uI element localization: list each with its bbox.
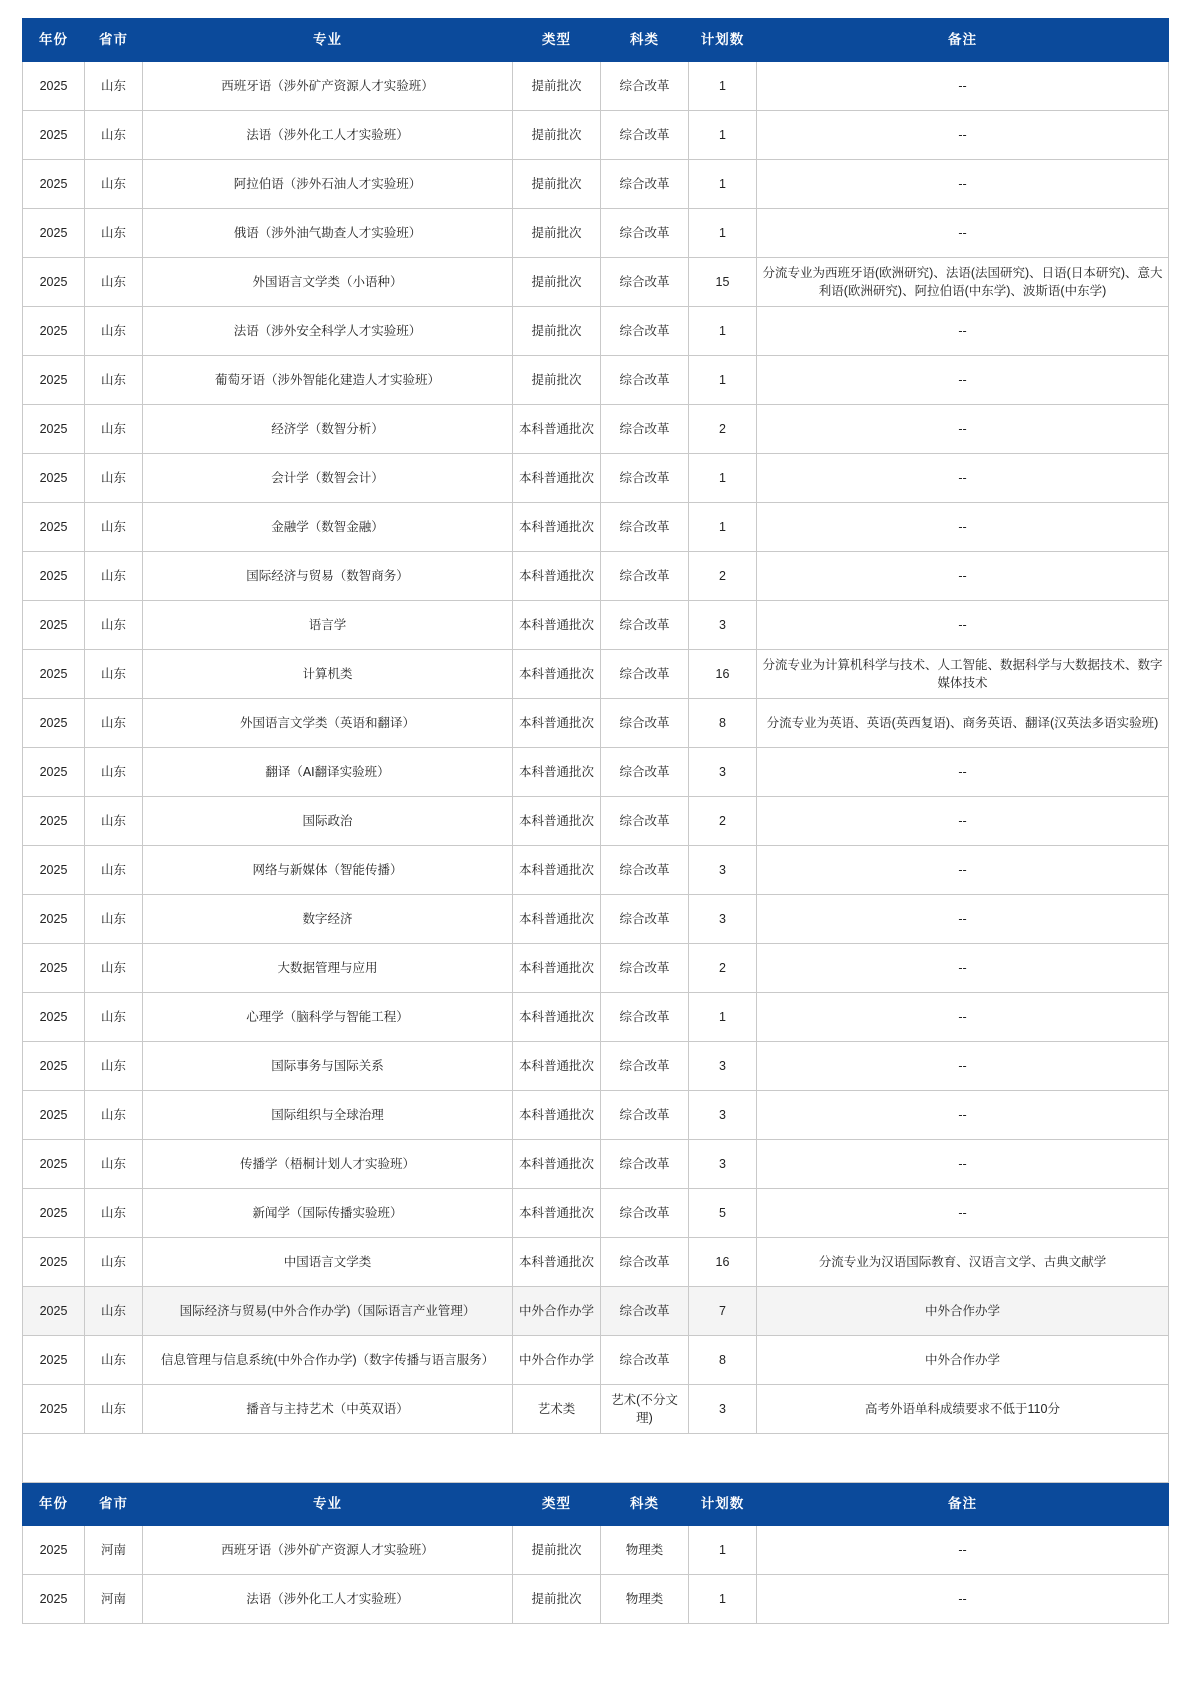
cell-type: 本科普通批次 [513, 503, 601, 552]
cell-province: 山东 [85, 1238, 143, 1287]
cell-major: 俄语（涉外油气勘查人才实验班） [143, 209, 513, 258]
column-header-type: 类型 [513, 1483, 601, 1526]
cell-subject: 综合改革 [601, 209, 689, 258]
cell-province: 山东 [85, 209, 143, 258]
cell-type: 本科普通批次 [513, 454, 601, 503]
cell-year: 2025 [23, 699, 85, 748]
cell-subject: 综合改革 [601, 846, 689, 895]
cell-province: 山东 [85, 1336, 143, 1385]
cell-type: 提前批次 [513, 356, 601, 405]
table-spacer-cell [23, 1434, 1169, 1483]
cell-type: 提前批次 [513, 209, 601, 258]
cell-type: 提前批次 [513, 258, 601, 307]
cell-note: -- [757, 552, 1169, 601]
table-row [23, 209, 1169, 258]
admission-plan-table [22, 18, 1169, 1624]
cell-major: 会计学（数智会计） [143, 454, 513, 503]
cell-major: 西班牙语（涉外矿产资源人才实验班） [143, 1526, 513, 1575]
cell-plan_count: 1 [689, 62, 757, 111]
cell-province: 山东 [85, 748, 143, 797]
table-row [23, 601, 1169, 650]
table-row [23, 1575, 1169, 1624]
cell-province: 山东 [85, 1287, 143, 1336]
cell-major: 外国语言文学类（英语和翻译） [143, 699, 513, 748]
cell-type: 本科普通批次 [513, 797, 601, 846]
cell-type: 提前批次 [513, 1526, 601, 1575]
cell-note: -- [757, 405, 1169, 454]
cell-note: 分流专业为英语、英语(英西复语)、商务英语、翻译(汉英法多语实验班) [757, 699, 1169, 748]
cell-type: 中外合作办学 [513, 1336, 601, 1385]
cell-province: 山东 [85, 993, 143, 1042]
cell-province: 山东 [85, 454, 143, 503]
cell-year: 2025 [23, 62, 85, 111]
cell-year: 2025 [23, 1189, 85, 1238]
cell-major: 经济学（数智分析） [143, 405, 513, 454]
cell-major: 国际组织与全球治理 [143, 1091, 513, 1140]
table-row [23, 1526, 1169, 1575]
cell-note: -- [757, 1042, 1169, 1091]
cell-type: 本科普通批次 [513, 895, 601, 944]
table-row [23, 993, 1169, 1042]
cell-note: -- [757, 1091, 1169, 1140]
table-header-row [23, 19, 1169, 62]
column-header-year: 年份 [23, 19, 85, 62]
cell-subject: 综合改革 [601, 160, 689, 209]
table-row [23, 797, 1169, 846]
cell-major: 网络与新媒体（智能传播） [143, 846, 513, 895]
cell-province: 山东 [85, 699, 143, 748]
cell-subject: 综合改革 [601, 454, 689, 503]
cell-subject: 综合改革 [601, 1189, 689, 1238]
cell-province: 山东 [85, 160, 143, 209]
cell-plan_count: 1 [689, 356, 757, 405]
cell-type: 本科普通批次 [513, 699, 601, 748]
cell-province: 山东 [85, 1140, 143, 1189]
cell-note: -- [757, 1140, 1169, 1189]
cell-major: 金融学（数智金融） [143, 503, 513, 552]
cell-year: 2025 [23, 111, 85, 160]
cell-note: -- [757, 1575, 1169, 1624]
cell-note: -- [757, 307, 1169, 356]
cell-type: 本科普通批次 [513, 993, 601, 1042]
cell-plan_count: 3 [689, 1385, 757, 1434]
cell-plan_count: 1 [689, 454, 757, 503]
cell-subject: 综合改革 [601, 748, 689, 797]
cell-subject: 综合改革 [601, 650, 689, 699]
column-header-type: 类型 [513, 19, 601, 62]
cell-major: 翻译（AI翻译实验班） [143, 748, 513, 797]
cell-type: 本科普通批次 [513, 1238, 601, 1287]
cell-plan_count: 3 [689, 748, 757, 797]
table-row [23, 1140, 1169, 1189]
table-row [23, 503, 1169, 552]
cell-year: 2025 [23, 552, 85, 601]
cell-province: 山东 [85, 307, 143, 356]
cell-subject: 综合改革 [601, 258, 689, 307]
column-header-major: 专业 [143, 1483, 513, 1526]
cell-type: 提前批次 [513, 111, 601, 160]
table-header-row [23, 1483, 1169, 1526]
cell-major: 大数据管理与应用 [143, 944, 513, 993]
column-header-plan_count: 计划数 [689, 19, 757, 62]
cell-plan_count: 1 [689, 993, 757, 1042]
cell-year: 2025 [23, 797, 85, 846]
cell-type: 本科普通批次 [513, 405, 601, 454]
cell-type: 本科普通批次 [513, 944, 601, 993]
cell-province: 山东 [85, 552, 143, 601]
cell-subject: 综合改革 [601, 993, 689, 1042]
cell-major: 西班牙语（涉外矿产资源人才实验班） [143, 62, 513, 111]
cell-major: 信息管理与信息系统(中外合作办学)（数字传播与语言服务） [143, 1336, 513, 1385]
cell-major: 传播学（梧桐计划人才实验班） [143, 1140, 513, 1189]
cell-note: -- [757, 503, 1169, 552]
cell-plan_count: 16 [689, 650, 757, 699]
cell-province: 山东 [85, 601, 143, 650]
cell-year: 2025 [23, 650, 85, 699]
cell-note: -- [757, 601, 1169, 650]
cell-note: 中外合作办学 [757, 1336, 1169, 1385]
cell-note: -- [757, 1189, 1169, 1238]
cell-province: 山东 [85, 111, 143, 160]
table-row [23, 895, 1169, 944]
cell-major: 心理学（脑科学与智能工程） [143, 993, 513, 1042]
cell-type: 本科普通批次 [513, 1091, 601, 1140]
column-header-subject: 科类 [601, 1483, 689, 1526]
cell-note: -- [757, 62, 1169, 111]
cell-type: 中外合作办学 [513, 1287, 601, 1336]
cell-subject: 综合改革 [601, 699, 689, 748]
cell-subject: 综合改革 [601, 111, 689, 160]
cell-major: 计算机类 [143, 650, 513, 699]
table-row [23, 1385, 1169, 1434]
cell-subject: 物理类 [601, 1526, 689, 1575]
cell-year: 2025 [23, 895, 85, 944]
cell-major: 外国语言文学类（小语种） [143, 258, 513, 307]
cell-major: 播音与主持艺术（中英双语） [143, 1385, 513, 1434]
cell-year: 2025 [23, 748, 85, 797]
cell-major: 国际事务与国际关系 [143, 1042, 513, 1091]
cell-subject: 综合改革 [601, 895, 689, 944]
cell-subject: 综合改革 [601, 1238, 689, 1287]
cell-plan_count: 7 [689, 1287, 757, 1336]
cell-province: 山东 [85, 1385, 143, 1434]
cell-note: -- [757, 111, 1169, 160]
table-row [23, 62, 1169, 111]
cell-note: -- [757, 209, 1169, 258]
cell-subject: 综合改革 [601, 503, 689, 552]
cell-province: 山东 [85, 1091, 143, 1140]
cell-major: 法语（涉外安全科学人才实验班） [143, 307, 513, 356]
table-row [23, 552, 1169, 601]
cell-note: 高考外语单科成绩要求不低于110分 [757, 1385, 1169, 1434]
cell-year: 2025 [23, 993, 85, 1042]
cell-plan_count: 2 [689, 944, 757, 993]
cell-plan_count: 1 [689, 111, 757, 160]
table-row [23, 699, 1169, 748]
cell-plan_count: 3 [689, 846, 757, 895]
cell-major: 中国语言文学类 [143, 1238, 513, 1287]
cell-year: 2025 [23, 405, 85, 454]
table-row [23, 307, 1169, 356]
cell-major: 语言学 [143, 601, 513, 650]
table-row [23, 650, 1169, 699]
cell-province: 山东 [85, 944, 143, 993]
cell-year: 2025 [23, 307, 85, 356]
table-row [23, 748, 1169, 797]
cell-plan_count: 8 [689, 699, 757, 748]
column-header-year: 年份 [23, 1483, 85, 1526]
cell-province: 河南 [85, 1526, 143, 1575]
cell-subject: 综合改革 [601, 601, 689, 650]
cell-type: 本科普通批次 [513, 650, 601, 699]
cell-type: 本科普通批次 [513, 1140, 601, 1189]
cell-subject: 综合改革 [601, 1091, 689, 1140]
table-row [23, 1336, 1169, 1385]
cell-plan_count: 1 [689, 503, 757, 552]
cell-year: 2025 [23, 1575, 85, 1624]
cell-plan_count: 5 [689, 1189, 757, 1238]
cell-plan_count: 2 [689, 797, 757, 846]
cell-type: 本科普通批次 [513, 601, 601, 650]
cell-note: -- [757, 160, 1169, 209]
cell-subject: 综合改革 [601, 552, 689, 601]
column-header-note: 备注 [757, 1483, 1169, 1526]
cell-note: -- [757, 454, 1169, 503]
cell-plan_count: 3 [689, 895, 757, 944]
cell-year: 2025 [23, 944, 85, 993]
cell-year: 2025 [23, 454, 85, 503]
cell-note: 中外合作办学 [757, 1287, 1169, 1336]
cell-year: 2025 [23, 1385, 85, 1434]
cell-year: 2025 [23, 1238, 85, 1287]
table-spacer [23, 1434, 1169, 1483]
cell-note: 分流专业为计算机科学与技术、人工智能、数据科学与大数据技术、数字媒体技术 [757, 650, 1169, 699]
cell-note: 分流专业为汉语国际教育、汉语言文学、古典文献学 [757, 1238, 1169, 1287]
cell-year: 2025 [23, 1042, 85, 1091]
cell-plan_count: 1 [689, 1575, 757, 1624]
table-row [23, 111, 1169, 160]
table-row [23, 1042, 1169, 1091]
cell-note: 分流专业为西班牙语(欧洲研究)、法语(法国研究)、日语(日本研究)、意大利语(欧洲研究)、阿拉伯语(中东学)、波斯语(中东学) [757, 258, 1169, 307]
cell-note: -- [757, 993, 1169, 1042]
cell-province: 山东 [85, 62, 143, 111]
cell-plan_count: 1 [689, 209, 757, 258]
cell-major: 国际经济与贸易（数智商务） [143, 552, 513, 601]
cell-subject: 综合改革 [601, 1140, 689, 1189]
table-row [23, 1287, 1169, 1336]
cell-subject: 综合改革 [601, 405, 689, 454]
cell-major: 法语（涉外化工人才实验班） [143, 1575, 513, 1624]
cell-subject: 综合改革 [601, 356, 689, 405]
cell-year: 2025 [23, 1091, 85, 1140]
table-row [23, 160, 1169, 209]
cell-province: 山东 [85, 503, 143, 552]
cell-year: 2025 [23, 503, 85, 552]
table-row [23, 356, 1169, 405]
column-header-province: 省市 [85, 1483, 143, 1526]
column-header-plan_count: 计划数 [689, 1483, 757, 1526]
cell-province: 山东 [85, 405, 143, 454]
cell-note: -- [757, 846, 1169, 895]
cell-type: 提前批次 [513, 307, 601, 356]
cell-plan_count: 2 [689, 405, 757, 454]
cell-type: 本科普通批次 [513, 748, 601, 797]
cell-major: 阿拉伯语（涉外石油人才实验班） [143, 160, 513, 209]
cell-year: 2025 [23, 846, 85, 895]
table-row [23, 258, 1169, 307]
cell-type: 本科普通批次 [513, 846, 601, 895]
cell-year: 2025 [23, 1336, 85, 1385]
cell-subject: 综合改革 [601, 1042, 689, 1091]
cell-type: 本科普通批次 [513, 1189, 601, 1238]
cell-subject: 艺术(不分文理) [601, 1385, 689, 1434]
cell-year: 2025 [23, 1287, 85, 1336]
cell-province: 山东 [85, 650, 143, 699]
cell-plan_count: 3 [689, 601, 757, 650]
cell-note: -- [757, 748, 1169, 797]
cell-type: 提前批次 [513, 1575, 601, 1624]
cell-plan_count: 16 [689, 1238, 757, 1287]
cell-note: -- [757, 944, 1169, 993]
cell-major: 国际政治 [143, 797, 513, 846]
cell-year: 2025 [23, 160, 85, 209]
cell-note: -- [757, 1526, 1169, 1575]
cell-note: -- [757, 797, 1169, 846]
table-row [23, 1238, 1169, 1287]
cell-province: 山东 [85, 846, 143, 895]
table-row [23, 846, 1169, 895]
cell-major: 数字经济 [143, 895, 513, 944]
cell-type: 艺术类 [513, 1385, 601, 1434]
cell-plan_count: 1 [689, 307, 757, 356]
column-header-major: 专业 [143, 19, 513, 62]
cell-subject: 物理类 [601, 1575, 689, 1624]
cell-plan_count: 3 [689, 1140, 757, 1189]
cell-plan_count: 1 [689, 1526, 757, 1575]
cell-type: 本科普通批次 [513, 552, 601, 601]
cell-province: 山东 [85, 1042, 143, 1091]
cell-type: 提前批次 [513, 160, 601, 209]
table-row [23, 405, 1169, 454]
cell-subject: 综合改革 [601, 1287, 689, 1336]
cell-province: 山东 [85, 258, 143, 307]
cell-type: 提前批次 [513, 62, 601, 111]
table-row [23, 1091, 1169, 1140]
cell-subject: 综合改革 [601, 307, 689, 356]
cell-major: 国际经济与贸易(中外合作办学)（国际语言产业管理） [143, 1287, 513, 1336]
cell-plan_count: 8 [689, 1336, 757, 1385]
cell-subject: 综合改革 [601, 797, 689, 846]
column-header-subject: 科类 [601, 19, 689, 62]
cell-subject: 综合改革 [601, 1336, 689, 1385]
cell-year: 2025 [23, 601, 85, 650]
cell-subject: 综合改革 [601, 62, 689, 111]
cell-year: 2025 [23, 1526, 85, 1575]
cell-year: 2025 [23, 258, 85, 307]
cell-major: 葡萄牙语（涉外智能化建造人才实验班） [143, 356, 513, 405]
cell-year: 2025 [23, 209, 85, 258]
cell-plan_count: 1 [689, 160, 757, 209]
cell-plan_count: 3 [689, 1042, 757, 1091]
cell-note: -- [757, 356, 1169, 405]
cell-province: 山东 [85, 356, 143, 405]
column-header-note: 备注 [757, 19, 1169, 62]
table-row [23, 454, 1169, 503]
cell-year: 2025 [23, 1140, 85, 1189]
cell-major: 法语（涉外化工人才实验班） [143, 111, 513, 160]
cell-plan_count: 15 [689, 258, 757, 307]
cell-note: -- [757, 895, 1169, 944]
cell-major: 新闻学（国际传播实验班） [143, 1189, 513, 1238]
table-row [23, 1189, 1169, 1238]
cell-province: 山东 [85, 1189, 143, 1238]
cell-plan_count: 2 [689, 552, 757, 601]
cell-province: 山东 [85, 895, 143, 944]
column-header-province: 省市 [85, 19, 143, 62]
cell-year: 2025 [23, 356, 85, 405]
cell-plan_count: 3 [689, 1091, 757, 1140]
cell-province: 山东 [85, 797, 143, 846]
cell-type: 本科普通批次 [513, 1042, 601, 1091]
cell-province: 河南 [85, 1575, 143, 1624]
cell-subject: 综合改革 [601, 944, 689, 993]
table-row [23, 944, 1169, 993]
